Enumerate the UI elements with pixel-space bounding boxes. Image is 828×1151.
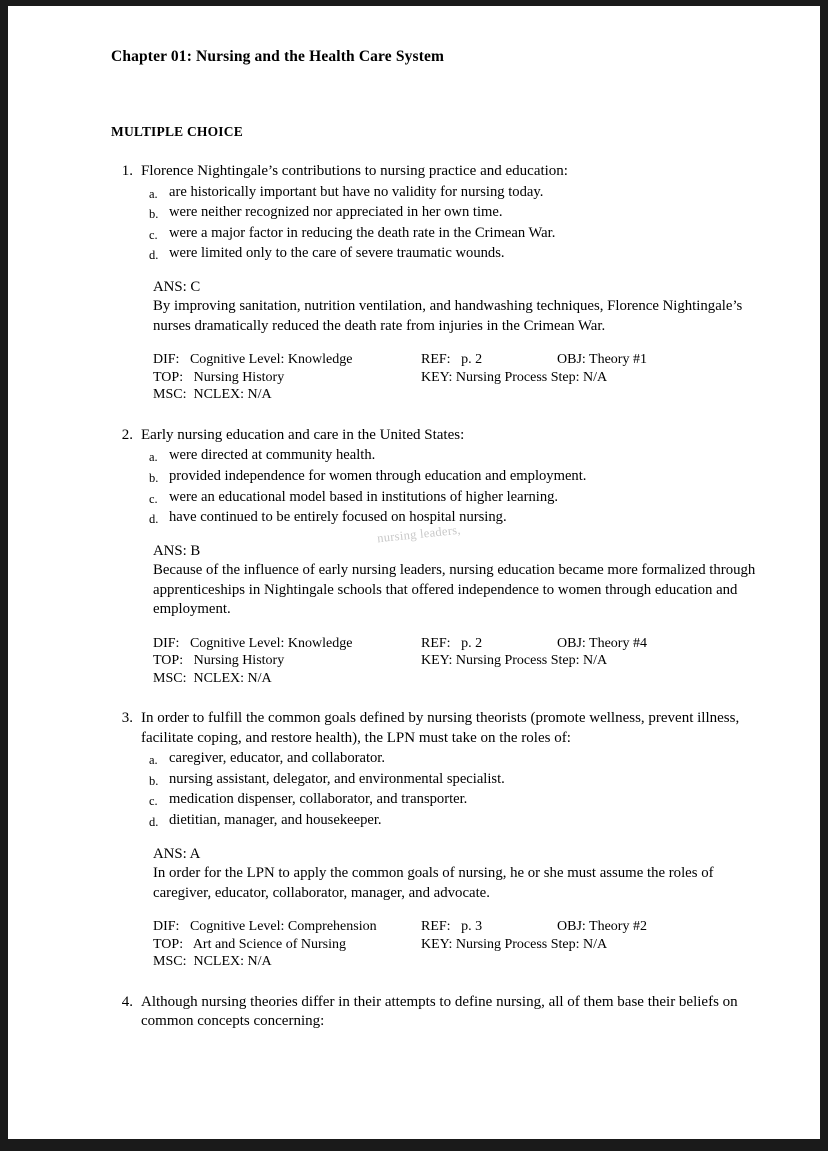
metadata-key: KEY: Nursing Process Step: N/A — [421, 653, 608, 669]
section-heading: MULTIPLE CHOICE — [111, 124, 243, 139]
metadata-empty — [421, 670, 557, 688]
question-metadata — [153, 635, 771, 688]
metadata-empty — [557, 652, 771, 670]
question-number: 1. — [121, 163, 133, 179]
answer-block — [153, 845, 771, 904]
metadata-ref: REF: p. 2 — [421, 635, 483, 651]
metadata-row — [153, 670, 771, 688]
metadata-top: TOP: Nursing History — [153, 369, 285, 385]
metadata-msc: MSC: NCLEX: N/A — [153, 670, 272, 686]
choice-letter: d. — [149, 815, 159, 830]
metadata-obj: OBJ: Theory #4 — [557, 635, 647, 651]
choice-item — [149, 749, 771, 770]
choice-letter: a. — [149, 186, 158, 201]
choice-letter: d. — [149, 248, 159, 263]
choice-text: provided independence for women through education and employment. — [169, 467, 587, 484]
question-stem: Early nursing education and care in the United States: — [141, 426, 465, 443]
choice-item — [149, 467, 771, 488]
answer-block — [153, 542, 771, 620]
choice-letter: c. — [149, 794, 158, 809]
choice-item — [149, 770, 771, 791]
choice-text: have continued to be entirely focused on hospital nursing. — [169, 509, 507, 526]
metadata-top: TOP: Art and Science of Nursing — [153, 936, 346, 952]
metadata-top: TOP: Nursing History — [153, 653, 285, 669]
document-page — [8, 6, 820, 1139]
metadata-row — [153, 635, 771, 653]
answer-rationale: In order for the LPN to apply the common goals of nursing, he or she must assume the roles of caregiver, educator, collaborator, manager, and advocate. — [153, 865, 714, 901]
question-stem: Florence Nightingale’s contributions to nursing practice and education: — [141, 163, 568, 179]
choice-text: were neither recognized nor appreciated in her own time. — [169, 204, 503, 221]
metadata-row — [153, 953, 771, 971]
metadata-row — [153, 369, 771, 387]
choice-text: caregiver, educator, and collaborator. — [169, 750, 386, 767]
metadata-row — [153, 652, 771, 670]
choice-text: were a major factor in reducing the death rate in the Crimean War. — [169, 224, 556, 241]
choice-text: were directed at community health. — [169, 447, 376, 464]
answer-block — [153, 278, 771, 337]
choice-list — [149, 446, 771, 528]
choice-list — [149, 749, 771, 831]
metadata-empty — [557, 369, 771, 387]
choice-item — [149, 244, 771, 265]
answer-rationale: Because of the influence of early nursing leaders, nursing education became more formalized through apprenticeships in Nightingale schools that offered independence to women through education and employment. — [153, 562, 756, 618]
question-stem: Although nursing theories differ in their attempts to define nursing, all of them base their beliefs on common concepts concerning: — [141, 993, 738, 1030]
metadata-empty — [557, 386, 771, 404]
choice-list — [149, 183, 771, 265]
metadata-key: KEY: Nursing Process Step: N/A — [421, 369, 608, 385]
answer-key: ANS: C — [153, 278, 201, 295]
metadata-dif: DIF: Cognitive Level: Comprehension — [153, 919, 377, 935]
question-number: 3. — [121, 710, 133, 727]
question-item — [111, 993, 771, 1032]
choice-text: dietitian, manager, and housekeeper. — [169, 812, 382, 829]
question-stem-row — [111, 426, 771, 446]
metadata-row — [153, 386, 771, 404]
metadata-row — [153, 351, 771, 369]
question-stem-row — [111, 162, 771, 182]
choice-item — [149, 446, 771, 467]
question-metadata — [153, 351, 771, 404]
choice-item — [149, 790, 771, 811]
answer-key: ANS: A — [153, 845, 201, 862]
question-stem: In order to fulfill the common goals defined by nursing theorists (promote wellness, prevent illness, facilitate coping, and restore health), the LPN must take on the roles of: — [141, 710, 740, 746]
metadata-dif: DIF: Cognitive Level: Knowledge — [153, 352, 353, 368]
question-number: 4. — [121, 993, 133, 1010]
choice-letter: c. — [149, 491, 158, 506]
watermark-text: nursing leaders, — [376, 522, 462, 546]
metadata-empty — [421, 953, 557, 971]
choice-item — [149, 488, 771, 509]
choice-letter: b. — [149, 207, 159, 222]
choice-text: are historically important but have no validity for nursing today. — [169, 183, 544, 200]
document-content — [111, 48, 771, 1032]
metadata-empty — [557, 953, 771, 971]
answer-rationale: By improving sanitation, nutrition ventilation, and handwashing techniques, Florence Nightingale’s nurses dramatically reduced the death rate from injuries in the Crimean War. — [153, 298, 743, 334]
question-item — [111, 162, 771, 404]
choice-letter: d. — [149, 512, 159, 527]
choice-letter: b. — [149, 773, 159, 788]
metadata-dif: DIF: Cognitive Level: Knowledge — [153, 635, 353, 651]
choice-text: nursing assistant, delegator, and environmental specialist. — [169, 770, 505, 787]
choice-item — [149, 508, 771, 529]
question-stem-row — [111, 993, 771, 1032]
choice-item — [149, 224, 771, 245]
question-metadata — [153, 918, 771, 971]
choice-letter: a. — [149, 753, 158, 768]
metadata-empty — [557, 936, 771, 954]
metadata-ref: REF: p. 3 — [421, 919, 483, 935]
question-item — [111, 709, 771, 970]
choice-text: were limited only to the care of severe traumatic wounds. — [169, 245, 505, 262]
choice-letter: c. — [149, 227, 158, 242]
choice-letter: a. — [149, 450, 158, 465]
metadata-key: KEY: Nursing Process Step: N/A — [421, 936, 608, 952]
metadata-empty — [421, 386, 557, 404]
choice-item — [149, 183, 771, 204]
metadata-obj: OBJ: Theory #1 — [557, 352, 647, 368]
metadata-ref: REF: p. 2 — [421, 352, 483, 368]
metadata-row — [153, 918, 771, 936]
metadata-msc: MSC: NCLEX: N/A — [153, 387, 272, 403]
page-title: Chapter 01: Nursing and the Health Care System — [111, 48, 445, 65]
choice-text: were an educational model based in institutions of higher learning. — [169, 488, 559, 505]
question-number: 2. — [121, 426, 133, 443]
question-item — [111, 426, 771, 687]
question-stem-row — [111, 709, 771, 748]
answer-key: ANS: B — [153, 542, 201, 559]
metadata-obj: OBJ: Theory #2 — [557, 919, 647, 935]
choice-item — [149, 203, 771, 224]
metadata-msc: MSC: NCLEX: N/A — [153, 954, 272, 970]
choice-letter: b. — [149, 470, 159, 485]
choice-text: medication dispenser, collaborator, and transporter. — [169, 791, 468, 808]
choice-item — [149, 811, 771, 832]
metadata-empty — [557, 670, 771, 688]
metadata-row — [153, 936, 771, 954]
